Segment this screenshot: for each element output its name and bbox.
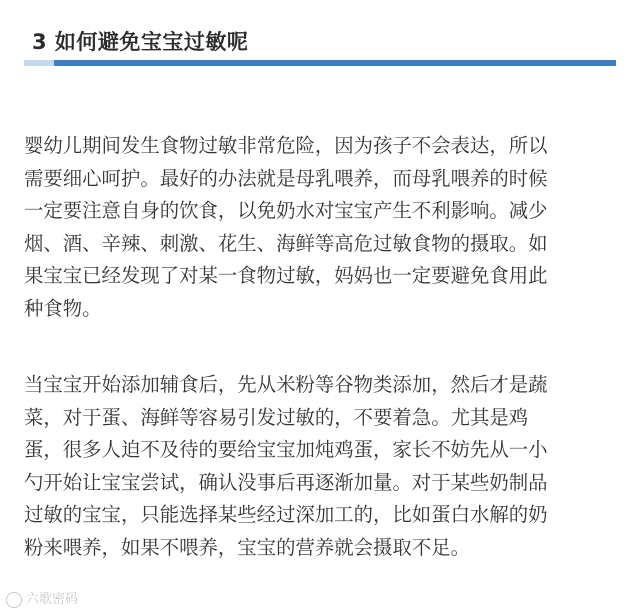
paragraph-1 bbox=[24, 130, 618, 325]
paragraph-line: 果宝宝已经发现了对某一食物过敏，妈妈也一定要避免食用此 bbox=[24, 264, 548, 287]
underline-accent-dark bbox=[54, 60, 616, 66]
paragraph-line: 一定要注意自身的饮食，以免奶水对宝宝产生不利影响。减少 bbox=[24, 199, 548, 222]
underline-accent-light bbox=[24, 60, 54, 66]
paragraph-line: 婴幼儿期间发生食物过敏非常危险，因为孩子不会表达，所以 bbox=[24, 134, 548, 157]
paragraph-line: 当宝宝开始添加辅食后，先从米粉等谷物类添加，然后才是蔬 bbox=[24, 373, 548, 396]
paragraph-line: 蛋，很多人迫不及待的要给宝宝加炖鸡蛋，家长不妨先从一小 bbox=[24, 438, 548, 461]
paragraph-line: 需要细心呵护。最好的办法就是母乳喂养，而母乳喂养的时候 bbox=[24, 166, 548, 190]
paragraph-line: 种食物。 bbox=[24, 296, 102, 320]
paragraph-line: 过敏的宝宝，只能选择某些经过深加工的，比如蛋白水解的奶 bbox=[24, 503, 548, 526]
watermark-text: 六歌密码 bbox=[26, 592, 79, 607]
section-heading: 3 如何避免宝宝过敏呢 bbox=[32, 30, 249, 54]
heading-underline bbox=[24, 60, 616, 66]
paragraph-line: 粉来喂养，如果不喂养，宝宝的营养就会摄取不足。 bbox=[24, 535, 470, 559]
watermark-logo-icon bbox=[6, 592, 22, 608]
watermark bbox=[6, 588, 78, 608]
paragraph-line: 烟、酒、辛辣、刺激、花生、海鲜等高危过敏食物的摄取。如 bbox=[24, 231, 548, 255]
paragraph-2 bbox=[24, 369, 618, 564]
paragraph-line: 勺开始让宝宝尝试，确认没事后再逐渐加量。对于某些奶制品 bbox=[24, 470, 548, 494]
paragraph-line: 菜，对于蛋、海鲜等容易引发过敏的，不要着急。尤其是鸡 bbox=[24, 405, 529, 429]
